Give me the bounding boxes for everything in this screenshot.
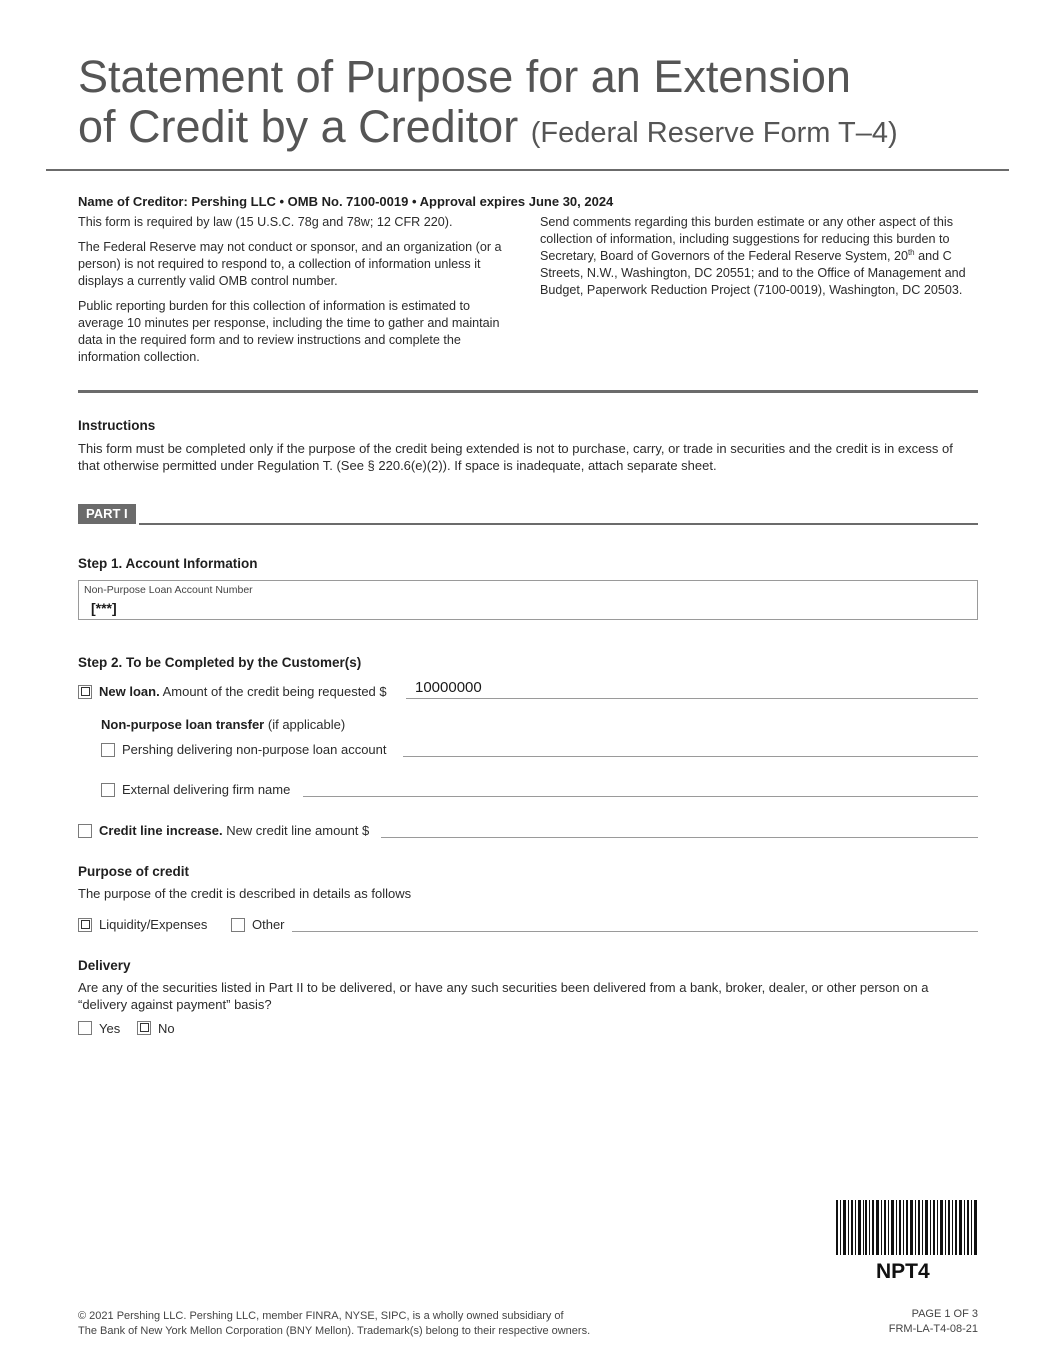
new-loan-label: New loan. Amount of the credit being requested $	[99, 684, 387, 699]
notice-left-column	[78, 214, 508, 374]
delivery-no-label: No	[158, 1021, 175, 1036]
new-loan-amount-input[interactable]: 10000000	[415, 679, 482, 696]
account-number-value: [***]	[91, 600, 117, 616]
instructions-heading: Instructions	[78, 418, 156, 433]
pershing-delivering-checkbox[interactable]	[101, 743, 115, 757]
part-divider	[139, 523, 978, 525]
other-purpose-input[interactable]	[292, 931, 978, 932]
external-firm-label: External delivering firm name	[122, 782, 291, 797]
other-purpose-checkbox[interactable]	[231, 918, 245, 932]
delivery-no-checkbox[interactable]	[137, 1021, 151, 1035]
credit-line-amount-input[interactable]	[381, 837, 978, 838]
notice-federal-reserve: The Federal Reserve may not conduct or sponsor, and an organization (or a person) is not required to respond to, a collection of information unless it displays a currently valid OMB control number.	[78, 240, 502, 288]
omb-info: Name of Creditor: Pershing LLC • OMB No. 7100-0019 • Approval expires June 30, 2024	[78, 194, 614, 209]
footer-copyright: © 2021 Pershing LLC. Pershing LLC, member FINRA, NYSE, SIPC, is a wholly owned subsidiary of The Bank of New York Mellon Corporation (BNY Mellon). Trademark(s) belong to their respective owners.	[78, 1310, 591, 1337]
purpose-heading: Purpose of credit	[78, 864, 190, 879]
footer-page-info	[840, 1307, 978, 1337]
new-loan-amount-line	[406, 698, 978, 699]
notice-comments: Send comments regarding this burden estimate or any other aspect of this collection of information, including suggestions for reducing this burden to Secretary, Board of Governors of the Federal Reserve System, 20th and C Streets, N.W., Washington, DC 20551; and to the Office of Management and Budget, Paperwork Reduction Project (7100-0019), Washington, DC 20503.	[540, 215, 966, 297]
barcode-image	[836, 1200, 978, 1255]
page-number: PAGE 1 OF 3	[911, 1308, 978, 1320]
section-divider	[78, 390, 978, 393]
account-number-field[interactable]	[78, 580, 978, 620]
external-firm-checkbox[interactable]	[101, 783, 115, 797]
step1-heading: Step 1. Account Information	[78, 556, 258, 571]
barcode-code: NPT4	[876, 1260, 930, 1283]
title-line-2: of Credit by a Creditor	[78, 101, 519, 152]
delivery-yes-checkbox[interactable]	[78, 1021, 92, 1035]
part-label: PART I	[78, 504, 136, 524]
credit-line-label: Credit line increase. New credit line amount $	[99, 823, 370, 838]
credit-line-checkbox[interactable]	[78, 824, 92, 838]
delivery-yes-label: Yes	[99, 1021, 121, 1036]
pershing-delivering-input[interactable]	[403, 756, 978, 757]
title-line-1: Statement of Purpose for an Extension	[78, 51, 851, 102]
title-subtitle: (Federal Reserve Form T–4)	[530, 117, 898, 149]
form-id: FRM-LA-T4-08-21	[888, 1323, 978, 1335]
notice-right-column	[540, 214, 980, 307]
instructions-text: This form must be completed only if the purpose of the credit being extended is not to purchase, carry, or trade in securities and the credit is in excess of that otherwise permitted under Regulation T. (See § 220.6(e)(2)). If space is inadequate, attach separate sheet.	[78, 441, 953, 473]
liquidity-expenses-checkbox[interactable]	[78, 918, 92, 932]
pershing-delivering-label: Pershing delivering non-purpose loan account	[122, 742, 387, 757]
notice-law: This form is required by law (15 U.S.C. 78g and 78w; 12 CFR 220).	[78, 215, 453, 229]
new-loan-checkbox[interactable]	[78, 685, 92, 699]
delivery-heading: Delivery	[78, 958, 131, 973]
other-purpose-label: Other	[252, 917, 285, 932]
header-divider	[46, 169, 1009, 171]
purpose-text: The purpose of the credit is described in details as follows	[78, 886, 412, 901]
external-firm-input[interactable]	[303, 796, 978, 797]
liquidity-expenses-label: Liquidity/Expenses	[99, 917, 208, 932]
form-title	[78, 52, 998, 158]
account-number-label: Non-Purpose Loan Account Number	[84, 584, 253, 596]
step2-heading: Step 2. To be Completed by the Customer(s)	[78, 655, 362, 670]
delivery-text: Are any of the securities listed in Part II to be delivered, or have any such securities been delivered from a bank, broker, dealer, or other person on a “delivery against payment” basis?	[78, 980, 929, 1012]
loan-transfer-label: Non-purpose loan transfer (if applicable)	[101, 717, 346, 732]
notice-burden: Public reporting burden for this collection of information is estimated to average 10 minutes per response, including the time to gather and maintain data in the required form and to review instructions and complete the information collection.	[78, 299, 500, 364]
